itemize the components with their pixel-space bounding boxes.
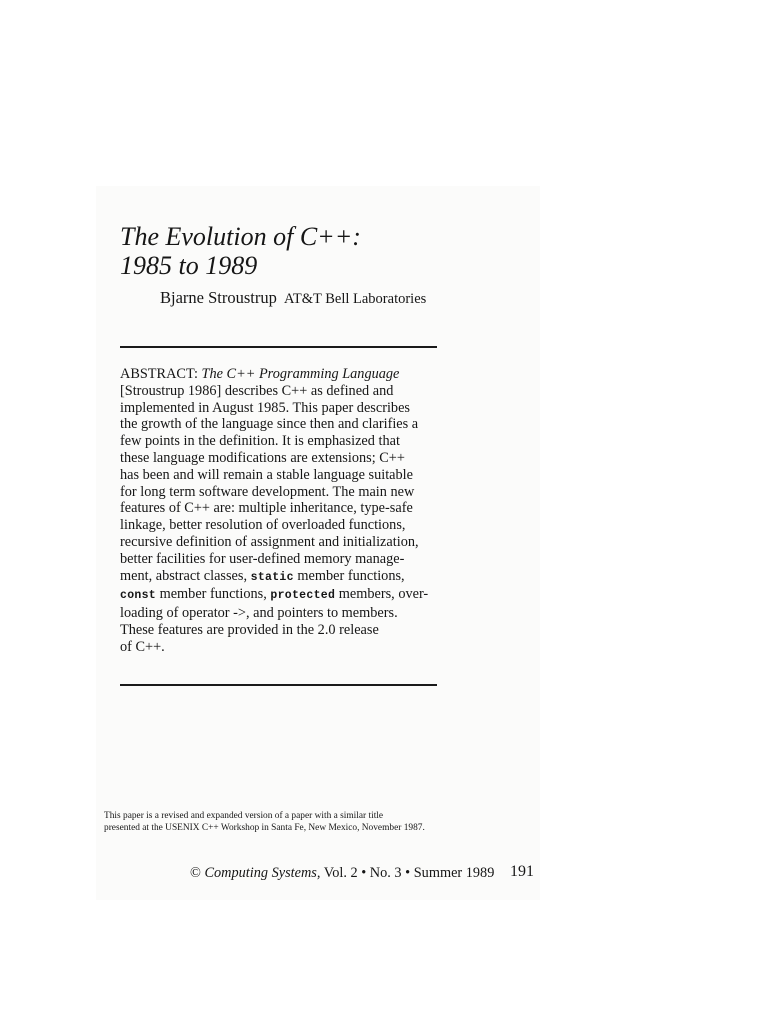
abstract-line: for long term software development. The main new [120,483,415,500]
journal-name: Computing Systems, [204,865,321,881]
abstract-line: the growth of the language since then and clarifies a [120,416,419,433]
abstract-line [120,366,460,383]
abstract [120,366,460,656]
code-keyword-static: static [250,570,294,584]
footnote-line-2: presented at the USENIX C++ Workshop in Santa Fe, New Mexico, November 1987. [104,823,425,833]
author-line [160,288,426,309]
author-name: Bjarne Stroustrup [160,288,277,307]
code-keyword-protected: protected [270,589,336,603]
abstract-line [120,568,460,587]
page-number: 191 [510,863,534,880]
abstract-line: recursive definition of assignment and initialization, [120,533,419,550]
abstract-label: ABSTRACT: [120,366,198,382]
abstract-text: member functions, [159,586,267,603]
copyright-symbol: © [190,865,201,881]
abstract-text: member functions, [297,567,405,584]
abstract-line: these language modifications are extensions; C++ [120,449,405,466]
abstract-line: has been and will remain a stable language suitable [120,466,413,483]
bottom-rule [120,684,437,686]
footnote-line-1: This paper is a revised and expanded version of a paper with a similar title [104,811,384,821]
paper-title [120,222,520,280]
title-line-1: The Evolution of C++: [120,222,361,251]
abstract-line: of C++. [120,638,165,655]
abstract-line: linkage, better resolution of overloaded functions, [120,517,406,534]
journal-details: Vol. 2 • No. 3 • Summer 1989 [323,865,495,881]
abstract-text: members, over- [338,586,429,603]
abstract-line: better facilities for user-defined memory manage- [120,550,405,567]
title-line-2: 1985 to 1989 [120,251,258,280]
footnote [104,810,524,834]
code-keyword-const: const [120,589,157,603]
abstract-line: few points in the definition. It is emphasized that [120,433,400,450]
abstract-line: [Stroustrup 1986] describes C++ as defined and [120,382,394,399]
top-rule [120,346,437,348]
abstract-line: loading of operator ->, and pointers to members. [120,605,398,622]
author-affiliation: AT&T Bell Laboratories [284,291,427,307]
abstract-text: ment, abstract classes, [120,567,248,584]
abstract-line: implemented in August 1985. This paper describes [120,399,410,416]
journal-footer [190,864,494,882]
abstract-line [120,586,460,605]
abstract-line: These features are provided in the 2.0 release [120,621,379,638]
abstract-line: features of C++ are: multiple inheritance, type-safe [120,500,413,517]
book-title: The C++ Programming Language [201,366,400,382]
